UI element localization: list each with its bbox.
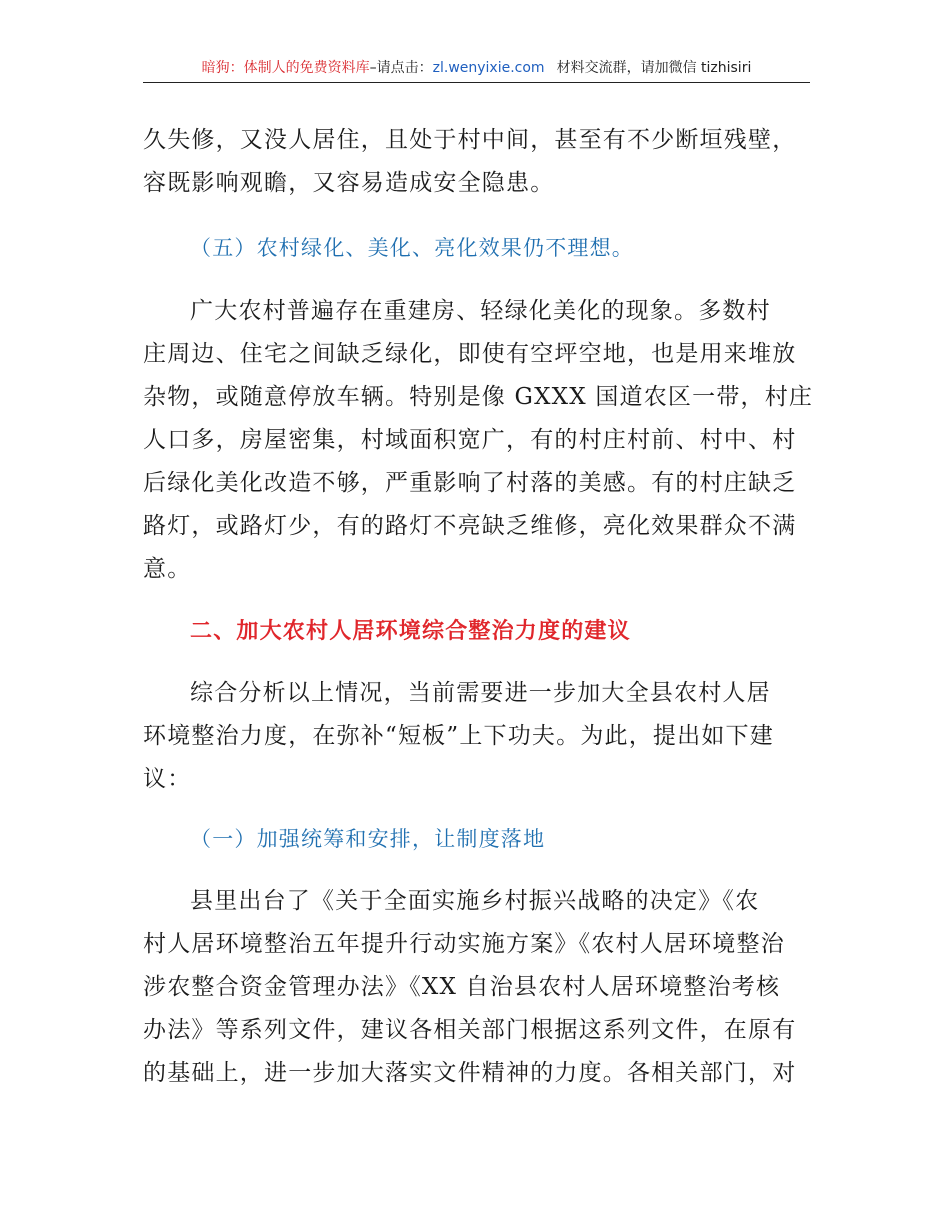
paragraph-1 <box>143 880 813 1095</box>
text-line: 后绿化美化改造不够，严重影响了村落的美感。有的村庄缺乏 <box>143 470 797 496</box>
paragraph-5 <box>143 290 813 591</box>
text-line: 综合分析以上情况，当前需要进一步加大全县农村人居 <box>190 680 771 706</box>
subheading-1: （一）加强统筹和安排，让制度落地 <box>190 827 546 851</box>
paragraph-summary <box>143 672 813 801</box>
text-line: 的基础上，进一步加大落实文件精神的力度。各相关部门，对 <box>143 1060 797 1086</box>
text-line: 议： <box>143 766 192 792</box>
page-header <box>143 56 810 83</box>
text-line: 办法》等系列文件，建议各相关部门根据这系列文件，在原有 <box>143 1017 797 1043</box>
paragraph-intro <box>143 119 813 205</box>
text-line: 杂物，或随意停放车辆。特别是像 GXXX 国道农区一带，村庄 <box>143 384 814 410</box>
text-line: 意。 <box>143 556 192 582</box>
header-group-note: 材料交流群，请加微信 tizhisiri <box>556 60 752 76</box>
text-line: 环境整治力度，在弥补“短板”上下功夫。为此，提出如下建 <box>143 723 774 749</box>
subheading-5: （五）农村绿化、美化、亮化效果仍不理想。 <box>190 236 634 260</box>
text-line: 路灯，或路灯少，有的路灯不亮缺乏维修，亮化效果群众不满 <box>143 513 797 539</box>
section-heading-2: 二、加大农村人居环境综合整治力度的建议 <box>190 619 631 644</box>
header-click-prompt: –请点击： <box>369 60 433 76</box>
text-line: 广大农村普遍存在重建房、轻绿化美化的现象。多数村 <box>190 298 771 324</box>
text-line: 县里出台了《关于全面实施乡村振兴战略的决定》《农 <box>190 888 760 914</box>
header-site-name: 暗狗：体制人的免费资料库 <box>201 60 370 76</box>
text-line: 容既影响观瞻，又容易造成安全隐患。 <box>143 170 555 196</box>
header-url-link[interactable]: zl.wenyixie.com <box>432 60 545 76</box>
text-line: 村人居环境整治五年提升行动实施方案》《农村人居环境整治 <box>143 931 785 957</box>
text-line: 人口多，房屋密集，村域面积宽广，有的村庄村前、村中、村 <box>143 427 797 453</box>
text-line: 涉农整合资金管理办法》《XX 自治县农村人居环境整治考核 <box>143 974 781 1000</box>
text-line: 庄周边、住宅之间缺乏绿化，即使有空坪空地，也是用来堆放 <box>143 341 797 367</box>
text-line: 久失修，又没人居住，且处于村中间，甚至有不少断垣残壁， <box>143 127 797 153</box>
